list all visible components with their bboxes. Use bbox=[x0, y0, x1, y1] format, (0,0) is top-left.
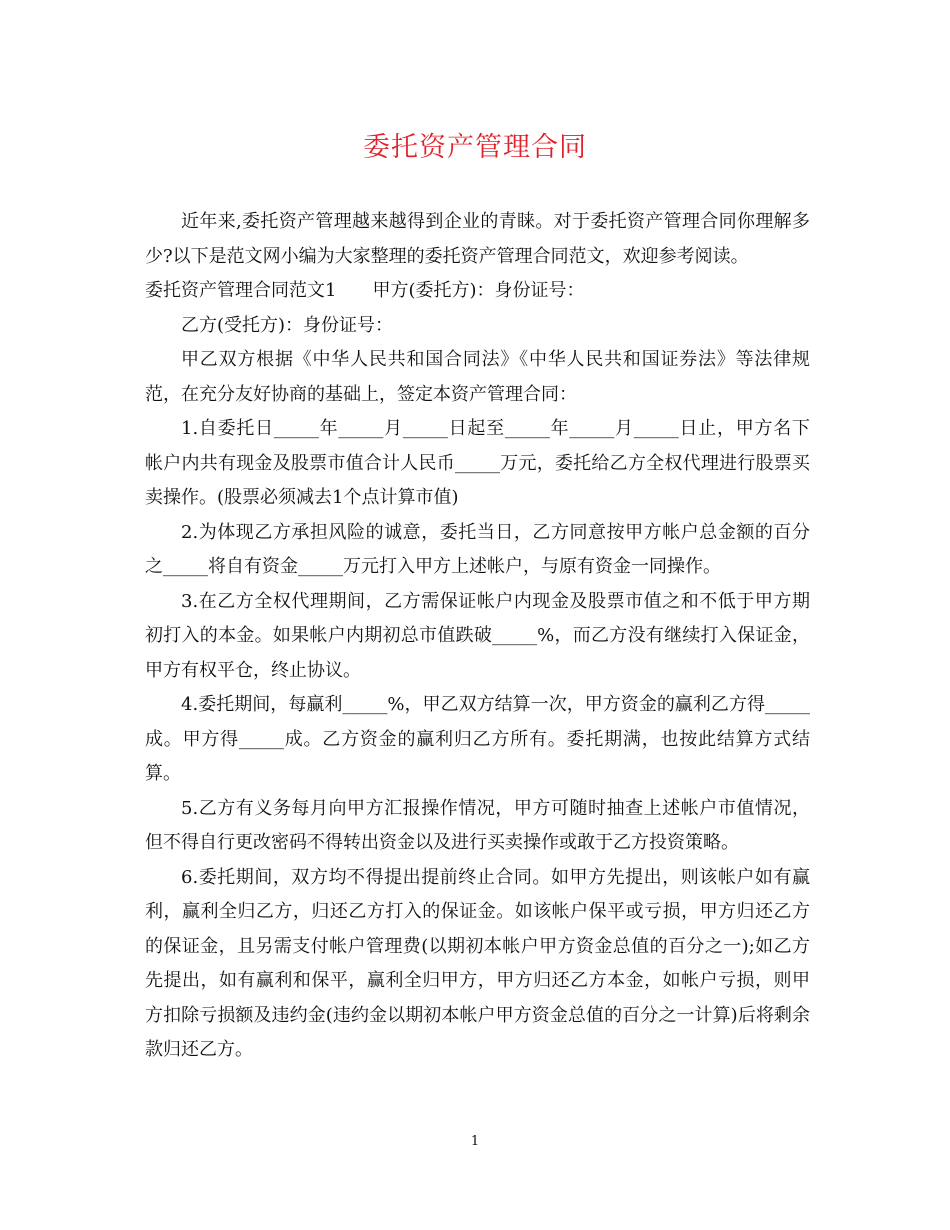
paragraph-preamble: 甲乙双方根据《中华人民共和国合同法》《中华人民共和国证券法》等法律规范，在充分友好协商的基础上，签定本资产管理合同： bbox=[145, 349, 810, 405]
clause-5: 5.乙方有义务每月向甲方汇报操作情况，甲方可随时抽查上述帐户市值情况，但不得自行更改密码不得转出资金以及进行买卖操作或敢于乙方投资策略。 bbox=[145, 797, 810, 853]
clause-6: 6.委托期间，双方均不得提出提前终止合同。如甲方先提出，则该帐户如有赢利，赢利全归乙方，归还乙方打入的保证金。如该帐户保平或亏损，甲方归还乙方的保证金，且另需支付帐户管理费(以期初本帐户甲方资金总值的百分之一);如乙方先提出，如有赢利和保平，赢利全归甲方，甲方归还乙方本金，如帐户亏损，则甲方扣除亏损额及违约金(违约金以期初本帐户甲方资金总值的百分之一计算)后将剩余款归还乙方。 bbox=[145, 866, 810, 1060]
clause-2: 2.为体现乙方承担风险的诚意，委托当日，乙方同意按甲方帐户总金额的百分之_____将自有资金_____万元打入甲方上述帐户，与原有资金一同操作。 bbox=[145, 521, 810, 577]
paragraph-party-b: 乙方(受托方)：身份证号： bbox=[181, 314, 394, 336]
clause-3: 3.在乙方全权代理期间，乙方需保证帐户内现金及股票市值之和不低于甲方期初打入的本金。如果帐户内期初总市值跌破_____%，而乙方没有继续打入保证金，甲方有权平仓，终止协议。 bbox=[145, 590, 810, 681]
page-number: 1 bbox=[470, 1134, 480, 1149]
document-body bbox=[145, 205, 810, 1068]
clause-1: 1.自委托日_____年_____月_____日起至_____年_____月_____日止，甲方名下帐户内共有现金及股票市值合计人民币_____万元，委托给乙方全权代理进行股票买卖操作。(股票必须减去1个点计算市值) bbox=[145, 418, 810, 508]
paragraph-intro: 近年来,委托资产管理越来越得到企业的青睐。对于委托资产管理合同你理解多少?以下是范文网小编为大家整理的委托资产管理合同范文，欢迎参考阅读。 bbox=[145, 211, 810, 267]
paragraph-contract-heading: 委托资产管理合同范文1 甲方(委托方)：身份证号： bbox=[145, 280, 585, 301]
clause-4: 4.委托期间，每赢利_____%，甲乙双方结算一次，甲方资金的赢利乙方得_____成。甲方得_____成。乙方资金的赢利归乙方所有。委托期满，也按此结算方式结算。 bbox=[145, 694, 810, 784]
document-title: 委托资产管理合同 bbox=[363, 132, 587, 163]
